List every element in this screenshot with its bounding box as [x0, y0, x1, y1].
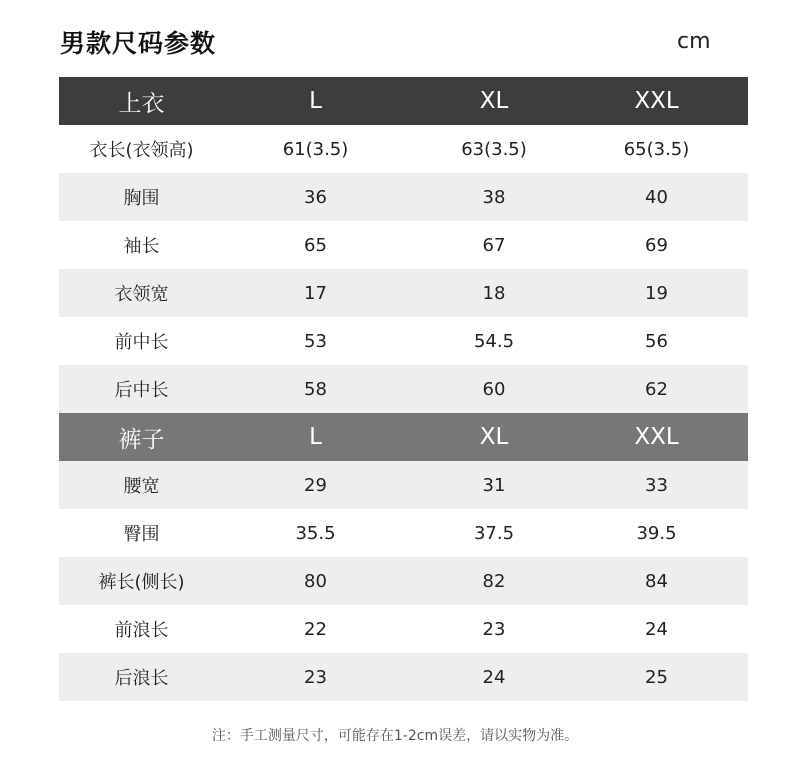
- value-cell: 67: [482, 234, 506, 256]
- top-section-header: [59, 77, 748, 125]
- value-cell: 54.5: [473, 330, 515, 352]
- value-cell: 24: [645, 618, 668, 640]
- value-cell: 29: [304, 474, 327, 496]
- measurement-note: 注：手工测量尺寸，可能存在1-2cm误差，请以实物为准。: [211, 728, 579, 744]
- table-row: [59, 509, 748, 557]
- value-cell: 84: [645, 570, 668, 592]
- value-cell: 23: [304, 666, 327, 688]
- header-cell: XXL: [634, 424, 679, 450]
- row-label: 衣长(衣领高): [89, 140, 194, 161]
- row-label: 后中长: [114, 380, 169, 401]
- row-label: 前浪长: [114, 620, 169, 641]
- value-cell: 38: [482, 186, 506, 208]
- value-cell: 18: [482, 282, 506, 304]
- row-label: 胸围: [123, 188, 160, 209]
- value-cell: 31: [482, 474, 506, 496]
- table-row: [59, 317, 748, 365]
- value-cell: 40: [645, 186, 668, 208]
- value-cell: 33: [645, 474, 668, 496]
- value-cell: 56: [645, 330, 668, 352]
- bottom-section-header: [59, 413, 748, 461]
- header-cell: 上衣: [118, 90, 165, 117]
- value-cell: 19: [645, 282, 668, 304]
- value-cell: 23: [482, 618, 506, 640]
- value-cell: 63(3.5): [461, 138, 527, 160]
- value-cell: 37.5: [473, 522, 515, 544]
- table-row: [59, 557, 748, 605]
- page-title: 男款尺码参数: [60, 29, 217, 58]
- value-cell: 39.5: [636, 522, 677, 544]
- table-row: [59, 653, 748, 701]
- value-cell: 58: [304, 378, 327, 400]
- value-cell: 24: [482, 666, 506, 688]
- value-cell: 65: [304, 234, 327, 256]
- value-cell: 60: [482, 378, 506, 400]
- value-cell: 25: [645, 666, 668, 688]
- value-cell: 36: [304, 186, 327, 208]
- value-cell: 69: [645, 234, 668, 256]
- row-label: 臀围: [123, 524, 160, 545]
- header-cell: XL: [479, 424, 509, 450]
- table-row: [59, 269, 748, 317]
- value-cell: 22: [304, 618, 327, 640]
- value-cell: 80: [304, 570, 327, 592]
- value-cell: 17: [304, 282, 327, 304]
- table-row: [59, 365, 748, 413]
- header-cell: L: [309, 88, 322, 114]
- row-label: 后浪长: [114, 668, 169, 689]
- value-cell: 65(3.5): [623, 138, 690, 160]
- row-label: 裤长(侧长): [98, 572, 185, 593]
- table-row: [59, 173, 748, 221]
- header-cell: 裤子: [118, 426, 165, 453]
- size-table: [59, 77, 748, 701]
- value-cell: 53: [304, 330, 327, 352]
- table-row: [59, 461, 748, 509]
- header-cell: XXL: [634, 88, 679, 114]
- value-cell: 82: [482, 570, 506, 592]
- row-label: 腰宽: [123, 476, 160, 497]
- table-row: [59, 221, 748, 269]
- table-row: [59, 125, 748, 173]
- header-cell: XL: [479, 88, 509, 114]
- value-cell: 62: [645, 378, 668, 400]
- row-label: 衣领宽: [114, 284, 169, 305]
- unit-label: cm: [677, 29, 711, 54]
- row-label: 袖长: [123, 236, 160, 257]
- value-cell: 61(3.5): [282, 138, 349, 160]
- header-cell: L: [309, 424, 322, 450]
- row-label: 前中长: [114, 332, 169, 353]
- table-row: [59, 605, 748, 653]
- value-cell: 35.5: [295, 522, 336, 544]
